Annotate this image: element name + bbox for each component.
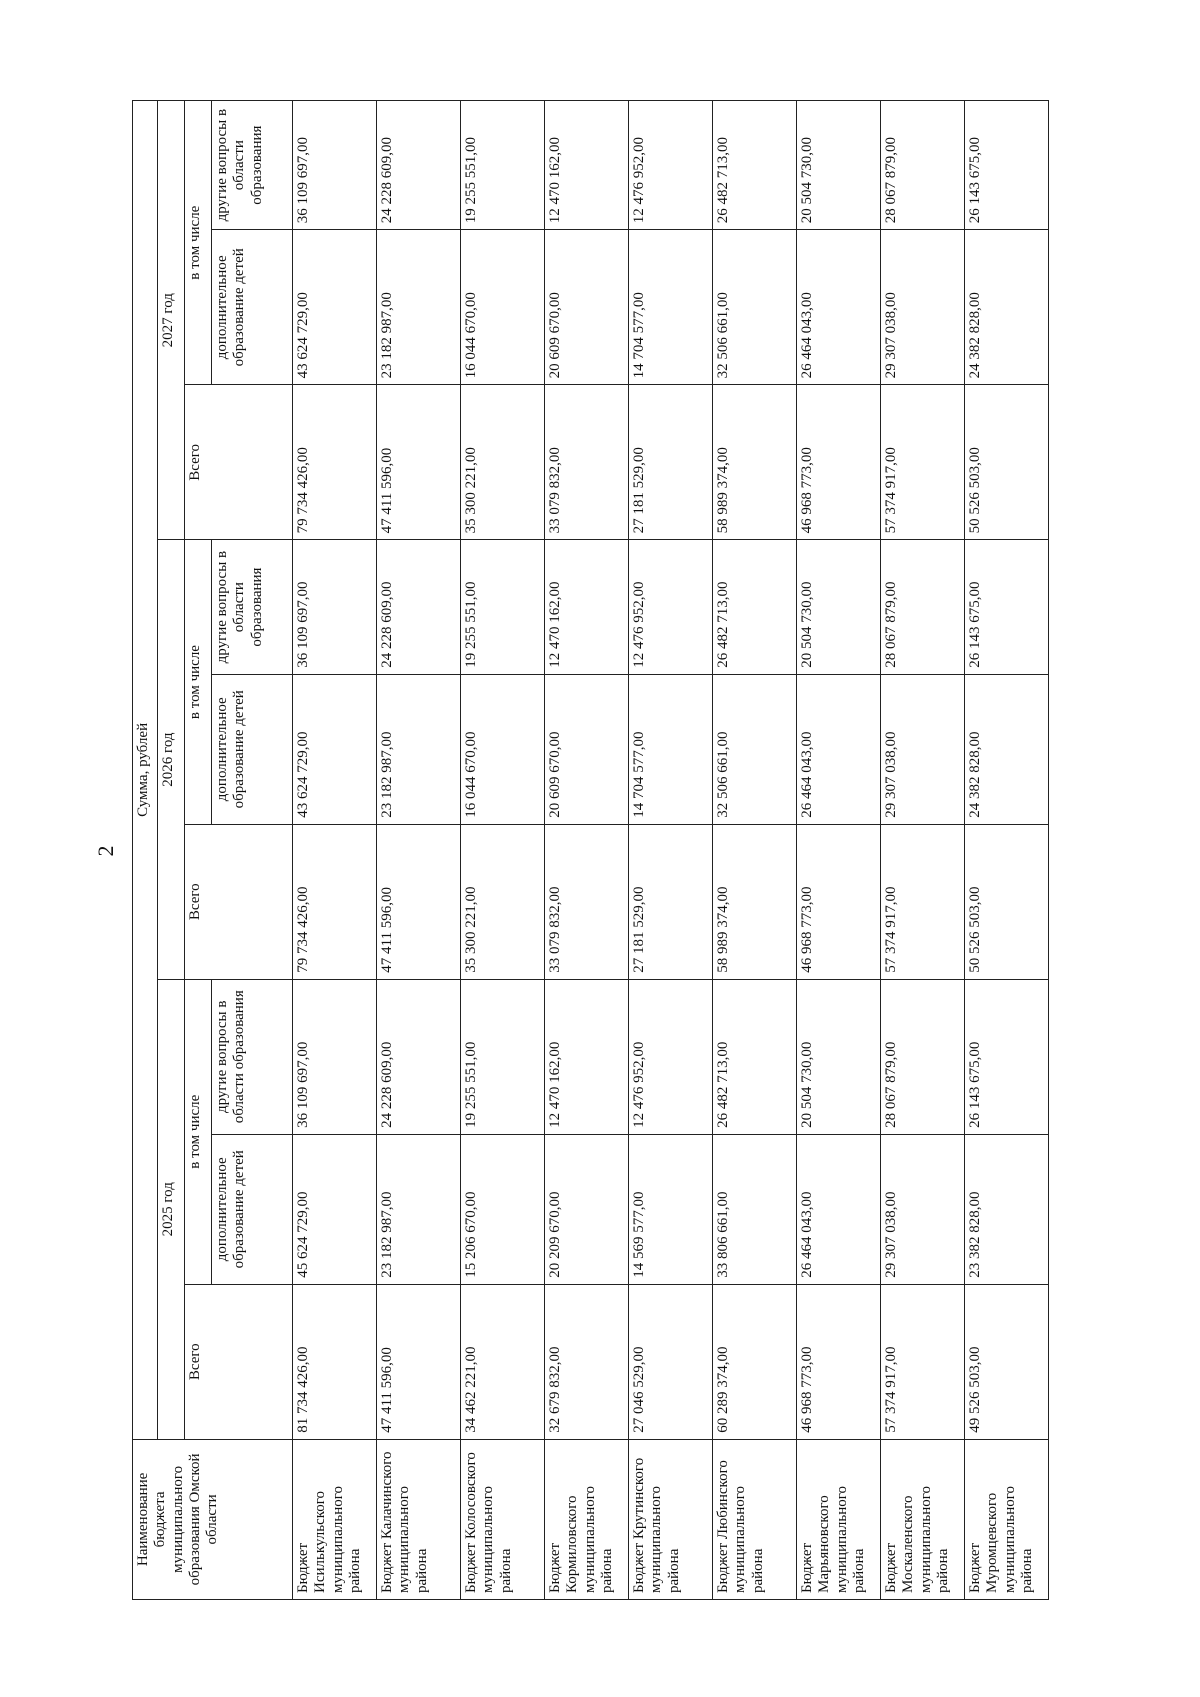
- value-cell: 29 307 038,00: [881, 230, 965, 385]
- header-total-2026: Всего: [185, 824, 293, 979]
- value-cell: 20 209 670,00: [545, 1134, 629, 1284]
- value-cell: 36 109 697,00: [293, 979, 377, 1134]
- header-sub1-2025: дополнительное образование детей: [212, 1134, 293, 1284]
- value-cell: 24 228 609,00: [377, 979, 461, 1134]
- value-cell: 20 504 730,00: [797, 540, 881, 674]
- value-cell: 26 143 675,00: [965, 101, 1049, 230]
- value-cell: 32 679 832,00: [545, 1284, 629, 1439]
- header-sub2-2025: другие вопросы в области образования: [212, 979, 293, 1134]
- budget-name-cell: Бюджет Любинского муниципального района: [713, 1439, 797, 1599]
- value-cell: 19 255 551,00: [461, 101, 545, 230]
- header-sum: Сумма, рублей: [133, 101, 158, 1440]
- value-cell: 35 300 221,00: [461, 385, 545, 540]
- budget-table: [132, 100, 1049, 1600]
- value-cell: 12 476 952,00: [629, 979, 713, 1134]
- budget-name-cell: Бюджет Колосовского муниципального района: [461, 1439, 545, 1599]
- value-cell: 47 411 596,00: [377, 824, 461, 979]
- value-cell: 79 734 426,00: [293, 824, 377, 979]
- value-cell: 14 704 577,00: [629, 230, 713, 385]
- value-cell: 14 569 577,00: [629, 1134, 713, 1284]
- value-cell: 47 411 596,00: [377, 385, 461, 540]
- value-cell: 26 143 675,00: [965, 979, 1049, 1134]
- value-cell: 46 968 773,00: [797, 824, 881, 979]
- budget-name-cell: Бюджет Исилькульского муниципального района: [293, 1439, 377, 1599]
- table-row: [377, 101, 461, 1600]
- header-sub1-2026: дополнительное образование детей: [212, 674, 293, 824]
- header-incl-2026: в том числе: [185, 540, 212, 824]
- value-cell: 57 374 917,00: [881, 824, 965, 979]
- budget-name-cell: Бюджет Муромцевского муниципального района: [965, 1439, 1049, 1599]
- value-cell: 46 968 773,00: [797, 1284, 881, 1439]
- value-cell: 33 079 832,00: [545, 385, 629, 540]
- value-cell: 24 382 828,00: [965, 674, 1049, 824]
- table-row: [629, 101, 713, 1600]
- header-sub2-2027: другие вопросы в области образования: [212, 101, 293, 230]
- value-cell: 12 470 162,00: [545, 101, 629, 230]
- value-cell: 29 307 038,00: [881, 1134, 965, 1284]
- value-cell: 12 476 952,00: [629, 101, 713, 230]
- header-year-2025: 2025 год: [158, 979, 185, 1439]
- table-row: [461, 101, 545, 1600]
- value-cell: 81 734 426,00: [293, 1284, 377, 1439]
- header-incl-2027: в том числе: [185, 101, 212, 385]
- value-cell: 32 506 661,00: [713, 674, 797, 824]
- value-cell: 36 109 697,00: [293, 540, 377, 674]
- budget-name-cell: Бюджет Кормиловского муниципального района: [545, 1439, 629, 1599]
- table-row: [545, 101, 629, 1600]
- value-cell: 24 228 609,00: [377, 101, 461, 230]
- value-cell: 50 526 503,00: [965, 824, 1049, 979]
- value-cell: 57 374 917,00: [881, 1284, 965, 1439]
- value-cell: 26 482 713,00: [713, 979, 797, 1134]
- value-cell: 16 044 670,00: [461, 230, 545, 385]
- value-cell: 12 470 162,00: [545, 979, 629, 1134]
- value-cell: 26 464 043,00: [797, 674, 881, 824]
- table-row: [965, 101, 1049, 1600]
- header-year-2027: 2027 год: [158, 101, 185, 540]
- value-cell: 28 067 879,00: [881, 540, 965, 674]
- value-cell: 45 624 729,00: [293, 1134, 377, 1284]
- table-row: [293, 101, 377, 1600]
- value-cell: 20 609 670,00: [545, 230, 629, 385]
- budget-name-cell: Бюджет Марьяновского муниципального района: [797, 1439, 881, 1599]
- value-cell: 60 289 374,00: [713, 1284, 797, 1439]
- value-cell: 26 464 043,00: [797, 1134, 881, 1284]
- table-row: [797, 101, 881, 1600]
- header-name: Наименование бюджета муниципального образования Омской области: [133, 1439, 293, 1599]
- table-row: [713, 101, 797, 1600]
- value-cell: 26 482 713,00: [713, 101, 797, 230]
- value-cell: 43 624 729,00: [293, 674, 377, 824]
- page-number: 2: [93, 845, 118, 857]
- value-cell: 35 300 221,00: [461, 824, 545, 979]
- value-cell: 16 044 670,00: [461, 674, 545, 824]
- value-cell: 27 181 529,00: [629, 824, 713, 979]
- value-cell: 14 704 577,00: [629, 674, 713, 824]
- value-cell: 46 968 773,00: [797, 385, 881, 540]
- budget-name-cell: Бюджет Москаленского муниципального района: [881, 1439, 965, 1599]
- value-cell: 24 228 609,00: [377, 540, 461, 674]
- value-cell: 15 206 670,00: [461, 1134, 545, 1284]
- value-cell: 12 470 162,00: [545, 540, 629, 674]
- value-cell: 20 504 730,00: [797, 101, 881, 230]
- value-cell: 28 067 879,00: [881, 101, 965, 230]
- value-cell: 50 526 503,00: [965, 385, 1049, 540]
- value-cell: 34 462 221,00: [461, 1284, 545, 1439]
- value-cell: 24 382 828,00: [965, 230, 1049, 385]
- header-incl-2025: в том числе: [185, 979, 212, 1284]
- value-cell: 47 411 596,00: [377, 1284, 461, 1439]
- value-cell: 19 255 551,00: [461, 979, 545, 1134]
- value-cell: 19 255 551,00: [461, 540, 545, 674]
- value-cell: 29 307 038,00: [881, 674, 965, 824]
- header-sub1-2027: дополнительное образование детей: [212, 230, 293, 385]
- value-cell: 79 734 426,00: [293, 385, 377, 540]
- value-cell: 23 382 828,00: [965, 1134, 1049, 1284]
- value-cell: 12 476 952,00: [629, 540, 713, 674]
- value-cell: 49 526 503,00: [965, 1284, 1049, 1439]
- value-cell: 27 046 529,00: [629, 1284, 713, 1439]
- value-cell: 23 182 987,00: [377, 1134, 461, 1284]
- value-cell: 33 806 661,00: [713, 1134, 797, 1284]
- value-cell: 58 989 374,00: [713, 824, 797, 979]
- table-row: [881, 101, 965, 1600]
- header-sub2-2026: другие вопросы в области образования: [212, 540, 293, 674]
- value-cell: 32 506 661,00: [713, 230, 797, 385]
- value-cell: 33 079 832,00: [545, 824, 629, 979]
- header-total-2027: Всего: [185, 385, 293, 540]
- value-cell: 36 109 697,00: [293, 101, 377, 230]
- value-cell: 23 182 987,00: [377, 674, 461, 824]
- value-cell: 43 624 729,00: [293, 230, 377, 385]
- rotated-table-container: [132, 100, 1200, 1600]
- value-cell: 58 989 374,00: [713, 385, 797, 540]
- value-cell: 26 143 675,00: [965, 540, 1049, 674]
- value-cell: 28 067 879,00: [881, 979, 965, 1134]
- value-cell: 27 181 529,00: [629, 385, 713, 540]
- budget-name-cell: Бюджет Калачинского муниципального района: [377, 1439, 461, 1599]
- value-cell: 20 609 670,00: [545, 674, 629, 824]
- value-cell: 20 504 730,00: [797, 979, 881, 1134]
- header-total-2025: Всего: [185, 1284, 293, 1439]
- value-cell: 23 182 987,00: [377, 230, 461, 385]
- header-year-2026: 2026 год: [158, 540, 185, 979]
- budget-name-cell: Бюджет Крутинского муниципального района: [629, 1439, 713, 1599]
- value-cell: 57 374 917,00: [881, 385, 965, 540]
- value-cell: 26 464 043,00: [797, 230, 881, 385]
- value-cell: 26 482 713,00: [713, 540, 797, 674]
